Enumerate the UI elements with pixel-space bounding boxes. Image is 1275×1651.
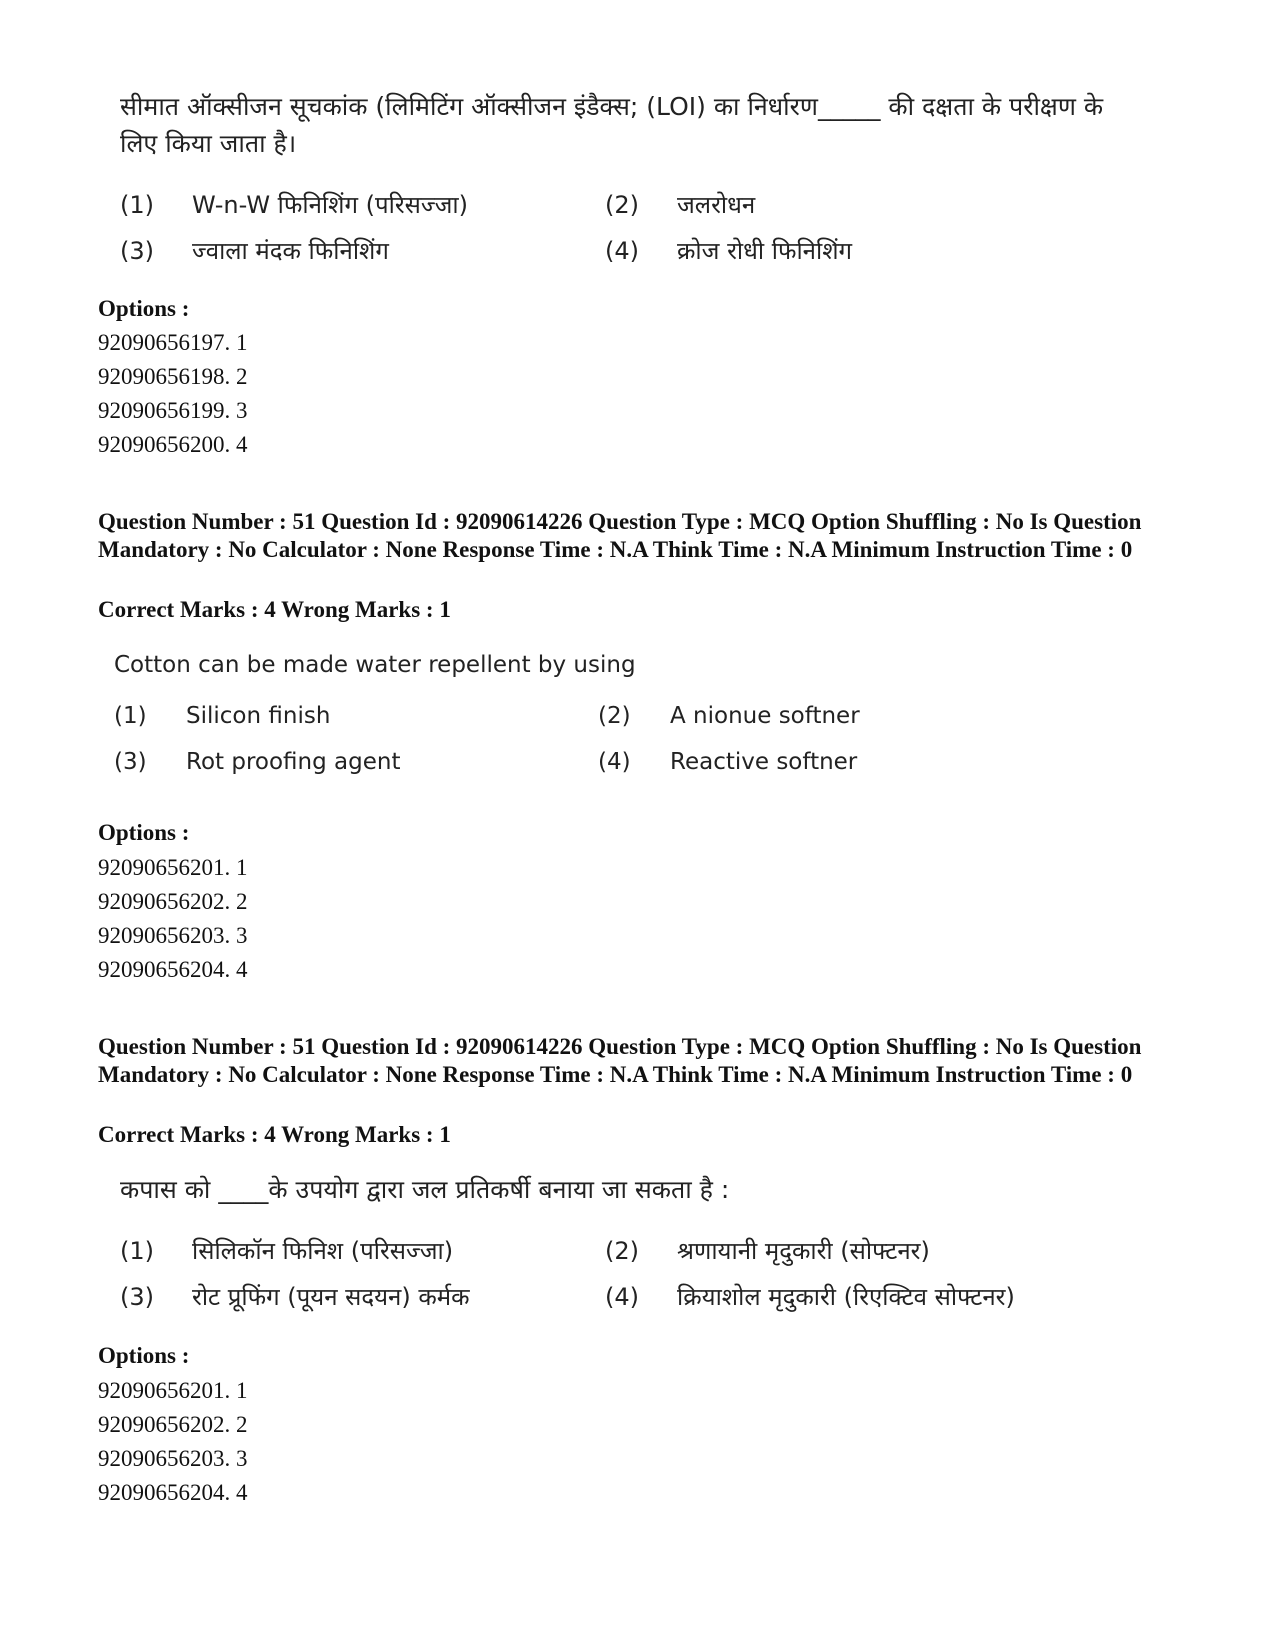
question-meta: Question Number : 51 Question Id : 92090614226 Question Type : MCQ Option Shuffling : No Is Question Mandatory : No Calculator : None Response Time : N.A Think Time : N.A Minimum Instruction Time : 0 [98, 509, 1142, 562]
options-list [98, 326, 248, 462]
choice-number: (4) [598, 749, 631, 775]
option-id: 92090656201. 1 [98, 855, 248, 880]
choice-text: W-n-W फिनिशिंग (परिसज्जा) [192, 191, 468, 219]
choice-number: (1) [114, 703, 147, 729]
choice-3 [114, 747, 400, 777]
choice-4 [605, 1282, 1015, 1312]
choice-text: Silicon finish [186, 703, 331, 729]
choice-2 [605, 190, 755, 220]
choice-3 [120, 236, 389, 266]
options-heading: Options : [98, 296, 190, 321]
choice-text: Rot proofing agent [186, 749, 401, 775]
choice-number: (4) [605, 1283, 639, 1311]
options-list [98, 1374, 248, 1510]
choice-text: A nionue softner [670, 703, 860, 729]
choice-number: (1) [120, 191, 154, 219]
question-stem-hindi-loi: सीमात ऑक्सीजन सूचकांक (लिमिटिंग ऑक्सीजन इंडैक्स; (LOI) का निर्धारण_____ की दक्षता के परीक्षण के लिए किया जाता है। [120, 92, 1104, 158]
choice-2 [598, 701, 860, 731]
options-list [98, 851, 248, 987]
choice-text: रोट प्रूफिंग (पूयन सदयन) कर्मक [192, 1283, 470, 1311]
question-stem-hindi-cotton: कपास को ____के उपयोग द्वारा जल प्रतिकर्षी बनाया जा सकता है : [120, 1175, 730, 1204]
option-id: 92090656204. 4 [98, 1480, 248, 1505]
choice-number: (3) [120, 237, 154, 265]
choice-number: (2) [605, 191, 639, 219]
choice-1 [120, 190, 468, 220]
options-heading: Options : [98, 820, 190, 845]
options-heading: Options : [98, 1343, 190, 1368]
choice-text: ज्वाला मंदक फिनिशिंग [192, 237, 389, 265]
option-id: 92090656199. 3 [98, 398, 248, 423]
choice-text: Reactive softner [670, 749, 858, 775]
choice-number: (4) [605, 237, 639, 265]
option-id: 92090656197. 1 [98, 330, 248, 355]
choice-text: श्रणायानी मृदुकारी (सोफ्टनर) [677, 1237, 930, 1265]
option-id: 92090656202. 2 [98, 1412, 248, 1437]
choice-number: (2) [605, 1237, 639, 1265]
marks-line: Correct Marks : 4 Wrong Marks : 1 [98, 1122, 451, 1147]
choice-number: (2) [598, 703, 631, 729]
option-id: 92090656203. 3 [98, 923, 248, 948]
choice-text: सिलिकॉन फिनिश (परिसज्जा) [192, 1237, 454, 1265]
option-id: 92090656201. 1 [98, 1378, 248, 1403]
marks-line: Correct Marks : 4 Wrong Marks : 1 [98, 597, 451, 622]
choice-4 [598, 747, 857, 777]
choice-3 [120, 1282, 470, 1312]
choice-text: जलरोधन [677, 191, 756, 219]
option-id: 92090656198. 2 [98, 364, 248, 389]
choice-number: (3) [114, 749, 147, 775]
choice-2 [605, 1236, 930, 1266]
choice-number: (1) [120, 1237, 154, 1265]
question-meta: Question Number : 51 Question Id : 92090614226 Question Type : MCQ Option Shuffling : No Is Question Mandatory : No Calculator : None Response Time : N.A Think Time : N.A Minimum Instruction Time : 0 [98, 1034, 1142, 1087]
choice-4 [605, 236, 852, 266]
choice-number: (3) [120, 1283, 154, 1311]
option-id: 92090656203. 3 [98, 1446, 248, 1471]
choice-1 [120, 1236, 453, 1266]
choice-text: क्रोज रोधी फिनिशिंग [677, 237, 853, 265]
choice-text: क्रियाशोल मृदुकारी (रिएक्टिव सोफ्टनर) [677, 1283, 1015, 1311]
option-id: 92090656204. 4 [98, 957, 248, 982]
option-id: 92090656200. 4 [98, 432, 248, 457]
question-stem-english: Cotton can be made water repellent by using [114, 652, 636, 678]
choice-1 [114, 701, 330, 731]
option-id: 92090656202. 2 [98, 889, 248, 914]
